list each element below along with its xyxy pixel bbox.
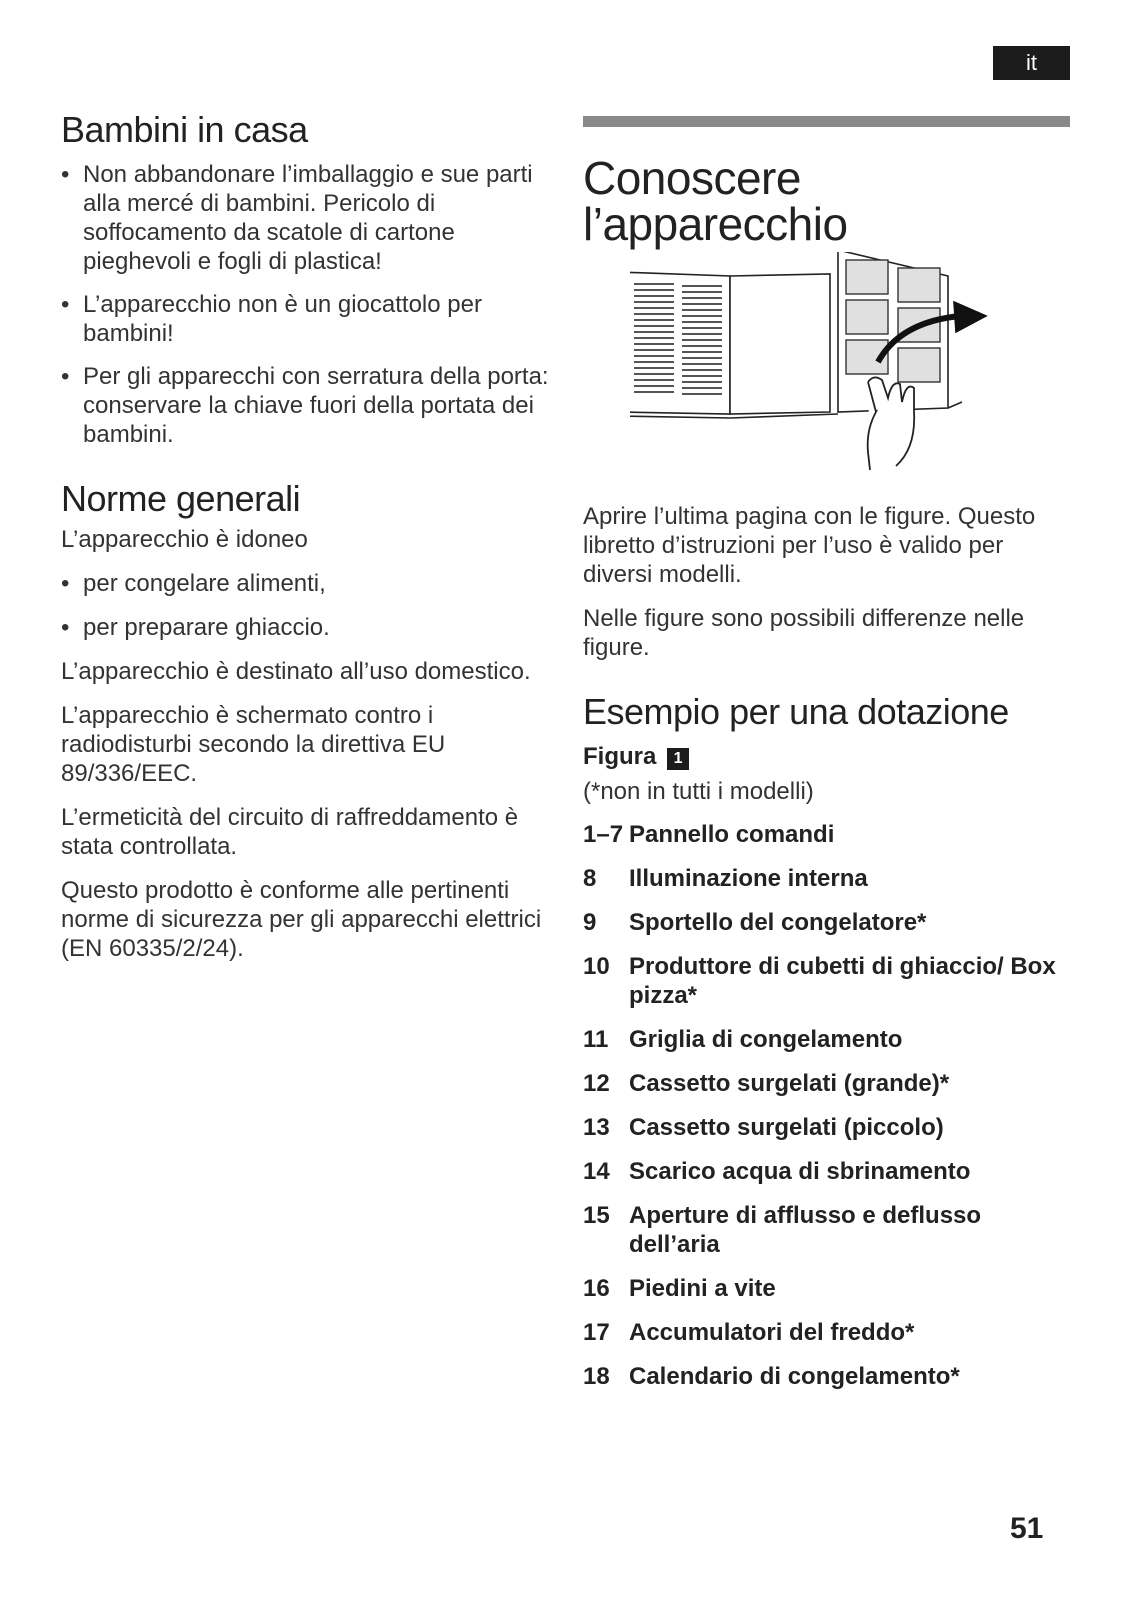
section-title: Esempio per una dotazione <box>583 691 1009 732</box>
part-number: 9 <box>583 909 597 936</box>
figure-number-badge: 1 <box>667 748 689 770</box>
bullet-list <box>61 160 551 449</box>
part-label: Illuminazione interna <box>629 865 868 892</box>
part-label: Cassetto surgelati (grande)* <box>629 1070 950 1097</box>
part-number: 11 <box>583 1026 609 1053</box>
section-esempio-dotazione <box>583 690 1070 1406</box>
part-number: 8 <box>583 865 597 892</box>
part-number: 13 <box>583 1114 610 1141</box>
list-item: • per preparare ghiaccio. <box>61 613 551 642</box>
paragraph: Nelle figure sono possibili differenze nelle figure. <box>583 605 1025 661</box>
section-norme-generali <box>61 477 551 963</box>
part-label: Pannello comandi <box>629 821 835 848</box>
left-column <box>61 108 551 978</box>
part-number: 14 <box>583 1158 610 1185</box>
section-title: Norme generali <box>61 478 301 519</box>
list-item: • Per gli apparecchi con serratura della porta: conservare la chiave fuori della portata dei bambini. <box>61 362 551 449</box>
page-number: 51 <box>1010 1512 1044 1545</box>
list-item <box>583 1113 1070 1142</box>
part-label: Piedini a vite <box>629 1275 776 1302</box>
list-item <box>583 908 1070 937</box>
part-label: Accumulatori del freddo* <box>629 1319 915 1346</box>
footnote: (*non in tutti i modelli) <box>583 778 814 805</box>
part-number: 16 <box>583 1275 610 1302</box>
part-label: Griglia di congelamento <box>629 1026 903 1053</box>
part-number: 18 <box>583 1363 610 1390</box>
list-item <box>583 1274 1070 1303</box>
list-item: • L’apparecchio non è un giocattolo per bambini! <box>61 290 551 348</box>
section-bambini-in-casa <box>61 108 551 449</box>
list-item: • per congelare alimenti, <box>61 569 551 598</box>
list-item <box>583 1069 1070 1098</box>
list-item <box>583 1157 1070 1186</box>
part-label: Produttore di cubetti di ghiaccio/ Box pizza* <box>629 953 1056 1009</box>
part-label: Cassetto surgelati (piccolo) <box>629 1114 944 1141</box>
right-column-header <box>583 116 1070 250</box>
paragraph: L’ermeticità del circuito di raffreddamento è stata controllata. <box>61 804 519 860</box>
paragraph: L’apparecchio è schermato contro i radiodisturbi secondo la direttiva EU 89/336/EEC. <box>61 702 446 787</box>
page-title: Conoscere l’apparecchio <box>583 152 848 250</box>
open-booklet-with-hand-icon <box>630 252 1020 482</box>
part-number: 12 <box>583 1070 610 1097</box>
part-number: 17 <box>583 1319 610 1346</box>
list-item <box>583 1025 1070 1054</box>
language-badge: it <box>993 46 1070 80</box>
paragraph: Questo prodotto è conforme alle pertinenti norme di sicurezza per gli apparecchi elettrici (EN 60335/2/24). <box>61 877 542 962</box>
part-number: 15 <box>583 1202 610 1229</box>
list-item <box>583 1362 1070 1391</box>
paragraph: Aprire l’ultima pagina con le figure. Questo libretto d’istruzioni per l’uso è valido per diversi modelli. <box>583 503 1036 588</box>
list-item <box>583 820 1070 849</box>
section-rule <box>583 116 1070 127</box>
part-label: Scarico acqua di sbrinamento <box>629 1158 971 1185</box>
part-label: Aperture di afflusso e deflusso dell’aria <box>629 1202 982 1258</box>
list-item <box>583 1201 1070 1259</box>
list-item: • Non abbandonare l’imballaggio e sue parti alla mercé di bambini. Pericolo di soffocamento da scatole di cartone pieghevoli e fogli di plastica! <box>61 160 551 276</box>
bullet-list <box>61 569 551 642</box>
figure-label: Figura <box>583 743 657 770</box>
section-title: Bambini in casa <box>61 109 308 150</box>
intro-text <box>583 502 1053 677</box>
list-item <box>583 1318 1070 1347</box>
part-label: Sportello del congelatore* <box>629 909 927 936</box>
paragraph: L’apparecchio è destinato all’uso domestico. <box>61 658 531 685</box>
part-number: 10 <box>583 953 610 980</box>
parts-list <box>583 820 1070 1391</box>
paragraph: L’apparecchio è idoneo <box>61 526 308 553</box>
list-item <box>583 952 1070 1010</box>
figure-reference <box>583 742 1070 771</box>
part-label: Calendario di congelamento* <box>629 1363 960 1390</box>
list-item <box>583 864 1070 893</box>
part-number: 1–7 <box>583 821 624 848</box>
